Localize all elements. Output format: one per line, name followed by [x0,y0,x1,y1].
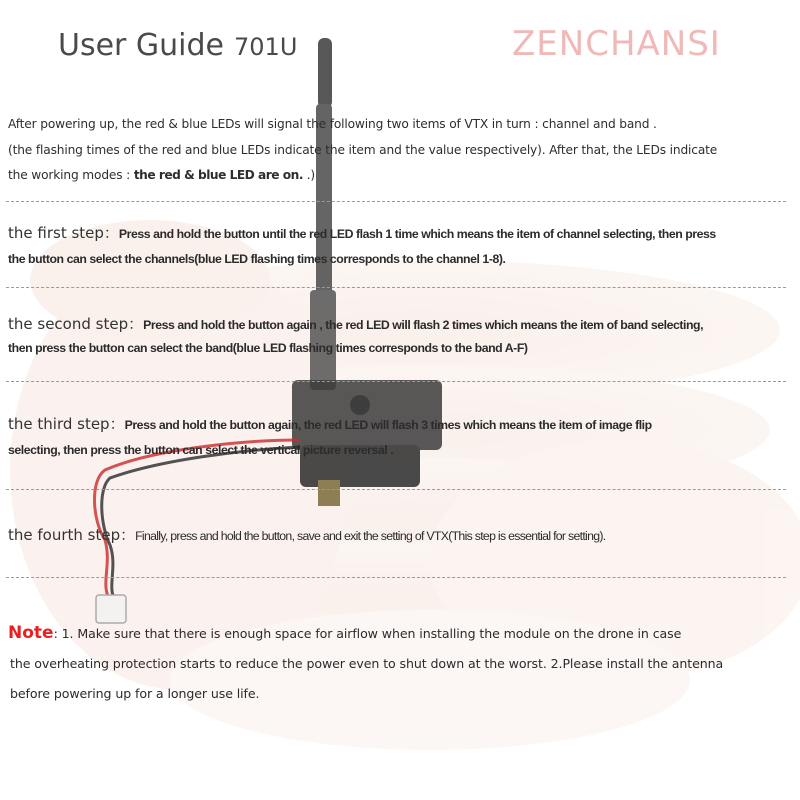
note-line-1 [8,623,681,643]
step-3-text: Press and hold the button again, the red LED will flash 3 times which means the item of image flip [124,418,652,432]
step-1-line-2: the button can select the channels(blue LED flashing times corresponds to the channel 1-8). [8,252,506,266]
step-1-text: Press and hold the button until the red LED flash 1 time which means the item of channel selecting, then press [118,227,716,241]
note-line-2: the overheating protection starts to reduce the power even to shut down at the worst. 2.Please install the antenna [10,656,724,671]
step-4-line-1 [8,524,605,545]
intro-line-2: (the flashing times of the red and blue LEDs indicate the item and the value respectively). After that, the LEDs indicate [8,143,718,157]
page-title [58,28,297,63]
note-text-1: : 1. Make sure that there is enough space for airflow when installing the module on the drone in case [53,626,682,641]
step-4-label: the fourth step： [8,526,136,544]
step-2-text: Press and hold the button again , the red LED will flash 2 times which means the item of band selecting, [143,318,704,332]
step-3-line-1 [8,413,652,434]
title-text: User Guide [58,28,225,63]
note-line-3: before powering up for a longer use life. [10,686,260,701]
intro-line-3-bold: the red & blue LED are on. [133,168,303,182]
step-3-label: the third step： [8,415,125,433]
divider [6,287,786,288]
divider [6,201,786,202]
model-number: 701U [234,33,298,61]
step-2-line-2: then press the button can select the band(blue LED flashing times corresponds to the band A-F) [8,341,528,355]
step-2-line-1 [8,313,703,334]
divider [6,577,786,578]
intro-line-3-start: the working modes : [8,168,134,182]
intro-line-3 [8,168,315,182]
step-3-line-2: selecting, then press the button can select the vertical picture reversal . [8,443,394,457]
step-1-label: the first step： [8,224,119,242]
note-label: Note [8,623,54,643]
brand-logo-text: ZENCHANSI [512,24,721,64]
step-1-line-1 [8,222,716,243]
step-4-text: Finally, press and hold the button, save and exit the setting of VTX(This step is essential for setting). [135,529,606,543]
intro-line-3-end: .) [302,168,316,182]
step-2-label: the second step： [8,315,144,333]
divider [6,489,786,490]
intro-line-1: After powering up, the red & blue LEDs will signal the following two items of VTX in turn : channel and band . [8,117,657,131]
divider [6,381,786,382]
